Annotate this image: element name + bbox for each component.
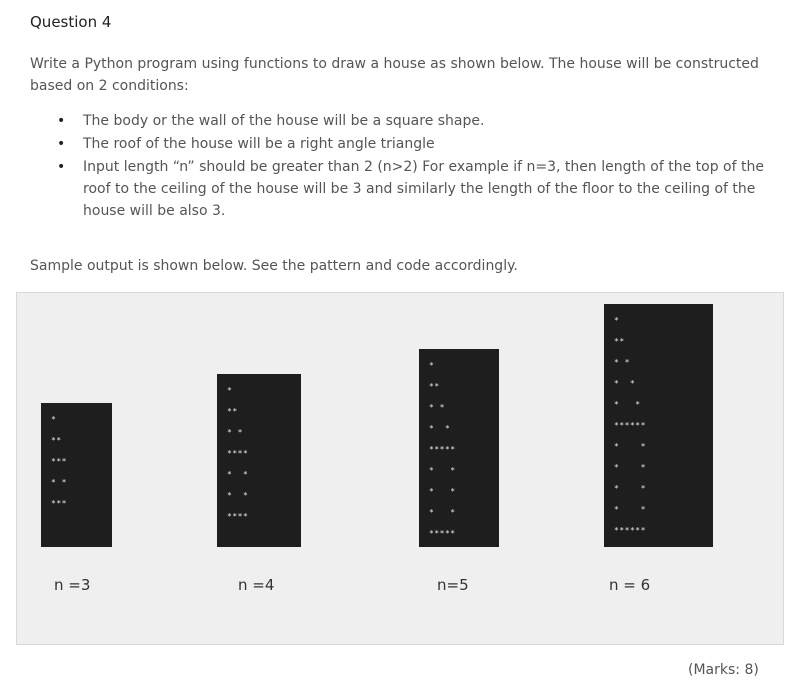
terminal-output-n4 (217, 374, 301, 547)
question-intro: Write a Python program using functions to draw a house as shown below. The house will be constructed based on 2 conditions: (30, 56, 759, 94)
terminal-output-n5 (419, 349, 499, 547)
marks-label: (Marks: 8) (688, 662, 759, 678)
sample-label-n5: n=5 (437, 576, 469, 594)
bullet-icon: • (57, 159, 66, 175)
sample-label-n6: n = 6 (609, 576, 651, 594)
question-title: Question 4 (30, 13, 112, 31)
condition-item (30, 156, 790, 222)
sample-output-note: Sample output is shown below. See the pattern and code accordingly. (30, 258, 518, 274)
condition-text: The roof of the house will be a right angle triangle (83, 136, 435, 152)
condition-item (30, 133, 790, 155)
bullet-icon: • (57, 136, 66, 152)
bullet-icon: • (57, 113, 66, 129)
terminal-text: * ** *** * * *** (51, 415, 67, 508)
sample-label-n3: n =3 (54, 576, 91, 594)
terminal-text: * ** * * **** * * * * **** (227, 386, 249, 521)
terminal-output-n3 (41, 403, 112, 547)
condition-list (30, 110, 790, 223)
condition-text: The body or the wall of the house will be a square shape. (83, 113, 485, 129)
terminal-text: * ** * * * * * * ****** * * * * * * * * ****** (614, 316, 646, 535)
terminal-output-n6 (604, 304, 713, 547)
terminal-text: * ** * * * * ***** * * * * * * ***** (429, 361, 456, 538)
sample-label-n4: n =4 (238, 576, 275, 594)
condition-text: Input length “n” should be greater than 2 (n>2) For example if n=3, then length of the top of the roof to the ceiling of the house will be 3 and similarly the length of the floor to the ceiling of the house will be also 3. (83, 159, 764, 219)
condition-item (30, 110, 790, 132)
